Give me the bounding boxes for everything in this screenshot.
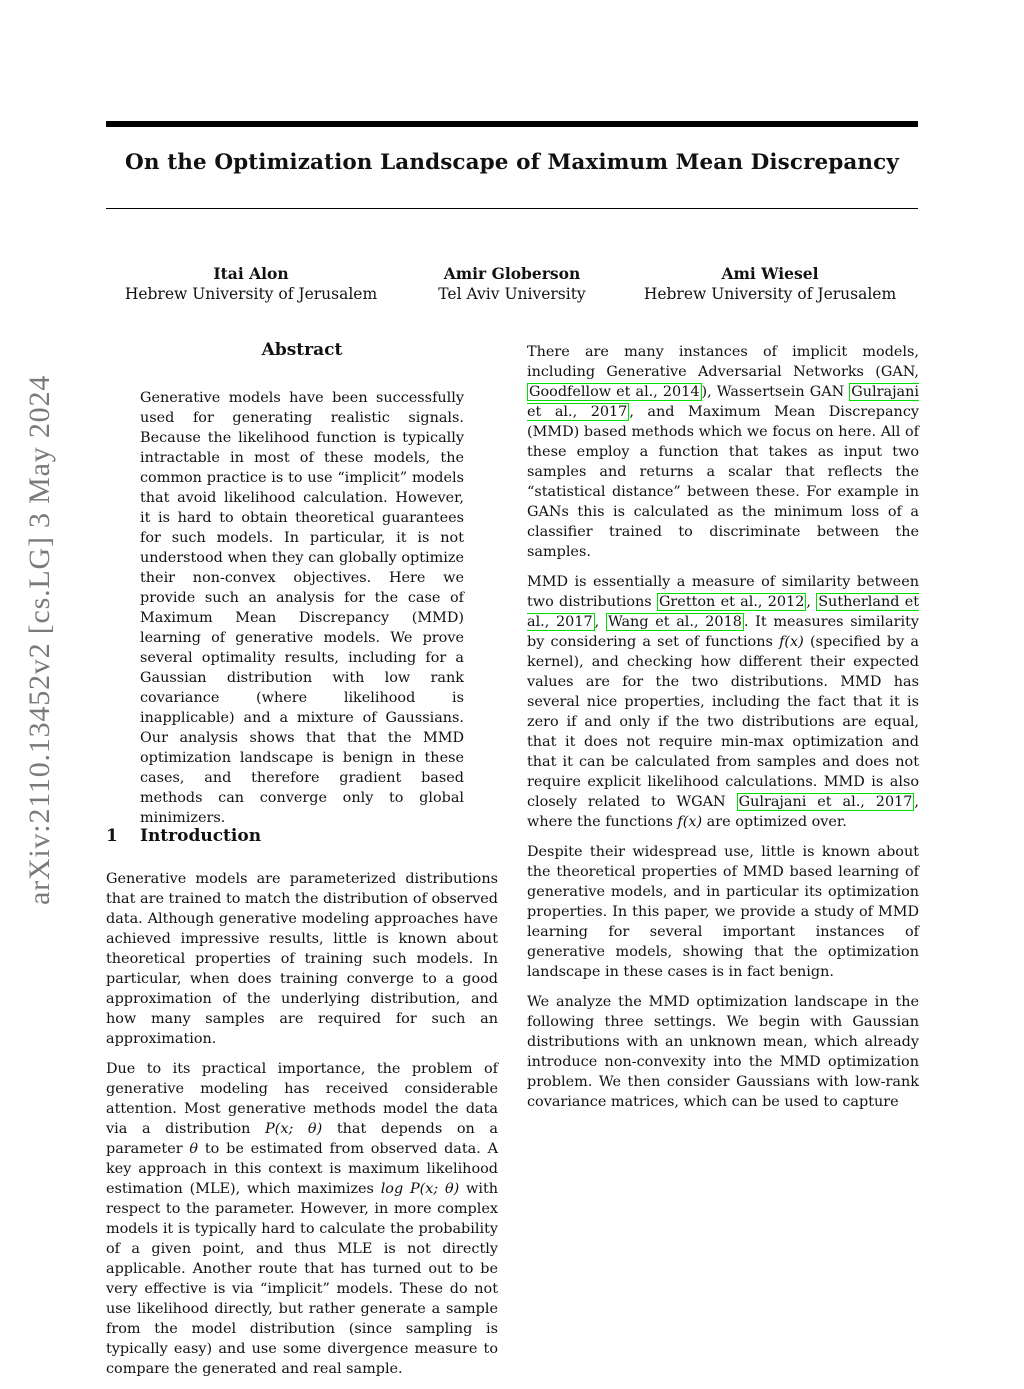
paper-title: On the Optimization Landscape of Maximum Mean Discrepancy bbox=[125, 150, 899, 175]
citation-link[interactable]: Goodfellow et al., 2014 bbox=[529, 384, 700, 400]
author-affiliation: Tel Aviv University bbox=[438, 285, 586, 303]
text-span: ), Wassertsein GAN bbox=[701, 384, 850, 400]
text-span: (specified by a kernel), and checking how different their expected values are for the two distributions. MMD has several nice properties, including the fact that it is zero if and only if the two distributions are equal, that it does not require min-max optimization and that it can be calculated from samples and does not require explicit likelihood calculations. MMD is also closely related to WGAN bbox=[527, 634, 919, 810]
citation-link[interactable]: Wang et al., 2018 bbox=[607, 614, 742, 630]
section-heading-introduction bbox=[106, 826, 261, 846]
author-name: Itai Alon bbox=[213, 264, 289, 283]
section-title: Introduction bbox=[140, 826, 262, 846]
math-expression: f(x) bbox=[677, 814, 703, 830]
intro-paragraph-6: We analyze the MMD optimization landscape in the following three settings. We begin with Gaussian distributions with an unknown mean, which already introduce non-convexity into the MMD optimization problem. We then consider Gaussians with low-rank covariance matrices, which can be used to capture bbox=[527, 994, 919, 1110]
citation-link[interactable]: Sutherland et al., 2017 bbox=[527, 594, 919, 630]
math-expression: f(x) bbox=[779, 634, 804, 650]
abstract-heading: Abstract bbox=[261, 340, 343, 360]
text-span: There are many instances of implicit models, including Generative Adversarial Networks (GAN, bbox=[527, 344, 919, 380]
author-name: Ami Wiesel bbox=[721, 264, 819, 283]
text-span: are optimized over. bbox=[702, 814, 847, 830]
author-block-3 bbox=[640, 263, 900, 305]
author-name: Amir Globerson bbox=[443, 264, 581, 283]
abstract-text: Generative models have been successfully used for generating realistic signals. Because the likelihood function is typically intractable in most of these models, the common practice is to use “implicit” models that avoid likelihood calculation. However, it is hard to obtain theoretical guarantees for such models. In particular, it is not understood when they can globally optimize their non-convex objectives. Here we provide such an analysis for the case of Maximum Mean Discrepancy (MMD) learning of generative models. We prove several optimality results, including for a Gaussian distribution with low rank covariance (where likelihood is inapplicable) and a mixture of Gaussians. Our analysis shows that that the MMD optimization landscape is benign in these cases, and therefore gradient based methods can converge only to global minimizers. bbox=[140, 390, 464, 826]
text-span: to be estimated from observed data. A key approach in this context is maximum likelihood estimation (MLE), which maximizes bbox=[106, 1141, 498, 1197]
text-span: MMD is essentially a measure of similarity between two distributions bbox=[527, 574, 919, 610]
text-span: , bbox=[806, 594, 817, 610]
math-expression: P(x; θ) bbox=[265, 1121, 323, 1137]
left-column bbox=[106, 869, 498, 1389]
text-span: with respect to the parameter. However, in more complex models it is typically hard to calculate the probability of a given point, and thus MLE is not directly applicable. Another route that has turned out to be very effective is via “implicit” models. These do not use likelihood directly, but rather generate a sample from the model distribution (since sampling is typically easy) and use some divergence measure to compare the generated and real sample. bbox=[106, 1181, 499, 1377]
author-block-2 bbox=[410, 263, 614, 305]
title-rule-top bbox=[106, 121, 918, 127]
text-span: that depends on a parameter bbox=[106, 1121, 498, 1157]
citation-link[interactable]: Gulrajani et al., 2017 bbox=[738, 794, 913, 810]
text-span: , and Maximum Mean Discrepancy (MMD) based methods which we focus on here. All of these employ a function that takes as input two samples and returns a scalar that reflects the “statistical distance” between these. For example in GANs this is calculated as the minimum loss of a classifier trained to discriminate between the samples. bbox=[527, 404, 920, 560]
section-number: 1 bbox=[106, 826, 118, 846]
intro-paragraph-1: Generative models are parameterized distributions that are trained to match the distribution of observed data. Although generative modeling approaches have achieved impressive results, little is known about theoretical properties of training such models. In particular, when does training converge to a good approximation of the underlying distribution, and how many samples are required for such an approximation. bbox=[106, 871, 498, 1047]
text-span: . It measures similarity by considering a set of functions bbox=[527, 614, 920, 650]
arxiv-identifier: arXiv:2110.13452v2 [cs.LG] 3 May 2024 bbox=[23, 374, 56, 906]
intro-paragraph-4 bbox=[527, 572, 919, 832]
intro-paragraph-2 bbox=[106, 1059, 498, 1379]
title-rule-bottom bbox=[106, 208, 918, 209]
math-expression: θ bbox=[189, 1141, 199, 1157]
citation-link[interactable]: Gretton et al., 2012 bbox=[658, 594, 805, 610]
author-affiliation: Hebrew University of Jerusalem bbox=[643, 285, 897, 303]
right-column bbox=[527, 342, 919, 1122]
intro-paragraph-5: Despite their widespread use, little is known about the theoretical properties of MMD based learning of generative models, and in particular its optimization properties. In this paper, we provide a study of MMD learning for several important instances of generative models, showing that the optimization landscape in these cases is in fact benign. bbox=[527, 844, 919, 980]
citation-link[interactable]: Gulrajani et al., 2017 bbox=[527, 384, 919, 420]
text-span: , where the functions bbox=[527, 794, 919, 830]
text-span: , bbox=[594, 614, 606, 630]
text-span: Due to its practical importance, the problem of generative modeling has received considerable attention. Most generative methods model the data via a distribution bbox=[106, 1061, 498, 1137]
author-affiliation: Hebrew University of Jerusalem bbox=[124, 285, 378, 303]
intro-paragraph-3 bbox=[527, 342, 919, 562]
author-block-1 bbox=[116, 263, 386, 305]
math-expression: log P(x; θ) bbox=[380, 1181, 460, 1197]
